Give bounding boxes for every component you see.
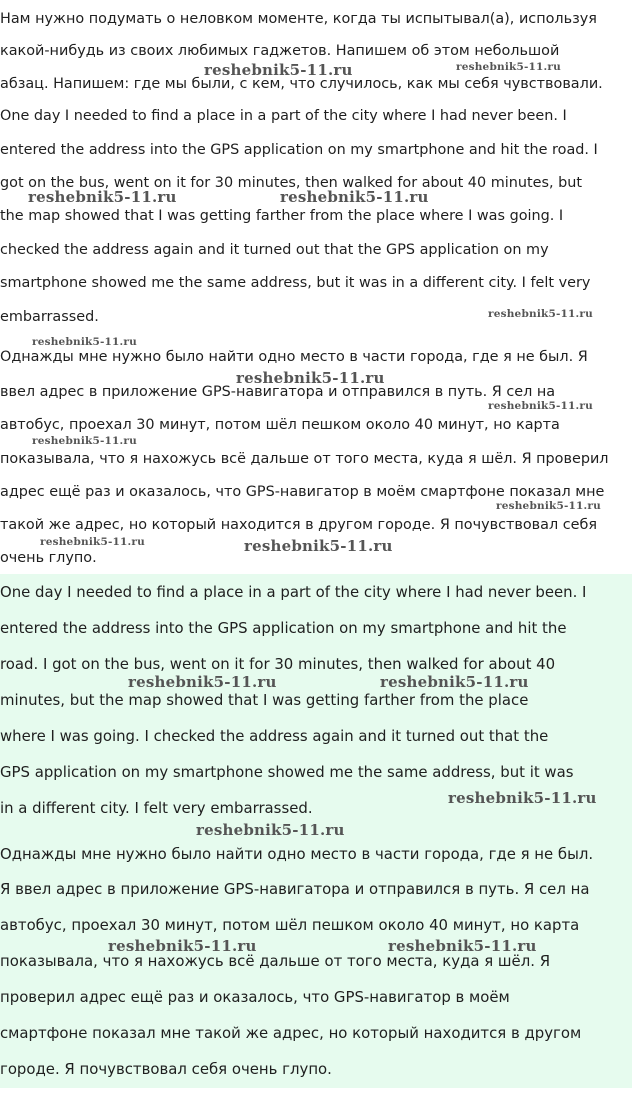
- highlighted-english-line: entered the address into the GPS application on my smartphone and hit the: [0, 619, 567, 637]
- russian-answer-line: такой же адрес, но который находится в другом городе. Я почувствовал себя: [0, 517, 598, 533]
- watermark: reshebnik5-11.ru: [28, 188, 177, 206]
- highlighted-english-line: One day I needed to find a place in a part of the city where I had never been. I: [0, 583, 587, 601]
- english-answer-line: smartphone showed me the same address, but it was in a different city. I felt very: [0, 275, 591, 291]
- watermark: reshebnik5-11.ru: [196, 821, 345, 839]
- watermark: reshebnik5-11.ru: [108, 937, 257, 955]
- highlighted-english-line: in a different city. I felt very embarrassed.: [0, 799, 313, 817]
- english-answer-line: embarrassed.: [0, 309, 99, 325]
- watermark: reshebnik5-11.ru: [388, 937, 537, 955]
- highlighted-english-line: where I was going. I checked the address again and it turned out that the: [0, 727, 549, 745]
- watermark: reshebnik5-11.ru: [488, 308, 593, 320]
- watermark: reshebnik5-11.ru: [244, 537, 393, 555]
- english-answer-line: checked the address again and it turned out that the GPS application on my: [0, 242, 549, 258]
- highlighted-russian-line: проверил адрес ещё раз и оказалось, что GPS-навигатор в моём: [0, 988, 510, 1006]
- russian-answer-line: ввел адрес в приложение GPS-навигатора и отправился в путь. Я сел на: [0, 384, 556, 400]
- watermark: reshebnik5-11.ru: [280, 188, 429, 206]
- watermark: reshebnik5-11.ru: [448, 789, 597, 807]
- watermark: reshebnik5-11.ru: [496, 500, 601, 512]
- highlighted-russian-line: показывала, что я нахожусь всё дальше от того места, куда я шёл. Я: [0, 952, 551, 970]
- highlighted-english-line: GPS application on my smartphone showed me the same address, but it was: [0, 763, 574, 781]
- russian-answer-line: автобус, проехал 30 минут, потом шёл пешком около 40 минут, но карта: [0, 417, 560, 433]
- highlighted-english-line: minutes, but the map showed that I was getting farther from the place: [0, 691, 529, 709]
- english-answer-line: got on the bus, went on it for 30 minutes, then walked for about 40 minutes, but: [0, 175, 582, 191]
- highlighted-russian-line: смартфоне показал мне такой же адрес, но который находится в другом: [0, 1024, 582, 1042]
- english-answer-line: the map showed that I was getting farther from the place where I was going. I: [0, 208, 564, 224]
- highlighted-russian-line: Я ввел адрес в приложение GPS-навигатора и отправился в путь. Я сел на: [0, 880, 590, 898]
- task-line: какой-нибудь из своих любимых гаджетов. Напишем об этом небольшой: [0, 43, 560, 59]
- highlighted-russian-line: Однажды мне нужно было найти одно место в части города, где я не был.: [0, 845, 594, 863]
- watermark: reshebnik5-11.ru: [488, 400, 593, 412]
- task-line: абзац. Напишем: где мы были, с кем, что случилось, как мы себя чувствовали.: [0, 76, 603, 92]
- watermark: reshebnik5-11.ru: [32, 435, 137, 447]
- watermark: reshebnik5-11.ru: [128, 673, 277, 691]
- russian-answer-line: показывала, что я нахожусь всё дальше от того места, куда я шёл. Я проверил: [0, 451, 609, 467]
- russian-answer-line: Однажды мне нужно было найти одно место в части города, где я не был. Я: [0, 349, 588, 365]
- russian-answer-line: очень глупо.: [0, 550, 97, 566]
- english-answer-line: entered the address into the GPS application on my smartphone and hit the road. I: [0, 142, 598, 158]
- highlighted-russian-line: городе. Я почувствовал себя очень глупо.: [0, 1060, 332, 1078]
- watermark: reshebnik5-11.ru: [40, 536, 145, 548]
- highlighted-russian-line: автобус, проехал 30 минут, потом шёл пешком около 40 минут, но карта: [0, 916, 580, 934]
- highlighted-english-line: road. I got on the bus, went on it for 30 minutes, then walked for about 40: [0, 655, 556, 673]
- watermark: reshebnik5-11.ru: [380, 673, 529, 691]
- russian-answer-line: адрес ещё раз и оказалось, что GPS-навигатор в моём смартфоне показал мне: [0, 484, 605, 500]
- watermark: reshebnik5-11.ru: [456, 61, 561, 73]
- watermark: reshebnik5-11.ru: [32, 336, 137, 348]
- task-line: Нам нужно подумать о неловком моменте, когда ты испытывал(а), используя: [0, 11, 597, 27]
- watermark: reshebnik5-11.ru: [236, 369, 385, 387]
- english-answer-line: One day I needed to find a place in a part of the city where I had never been. I: [0, 108, 567, 124]
- watermark: reshebnik5-11.ru: [204, 61, 353, 79]
